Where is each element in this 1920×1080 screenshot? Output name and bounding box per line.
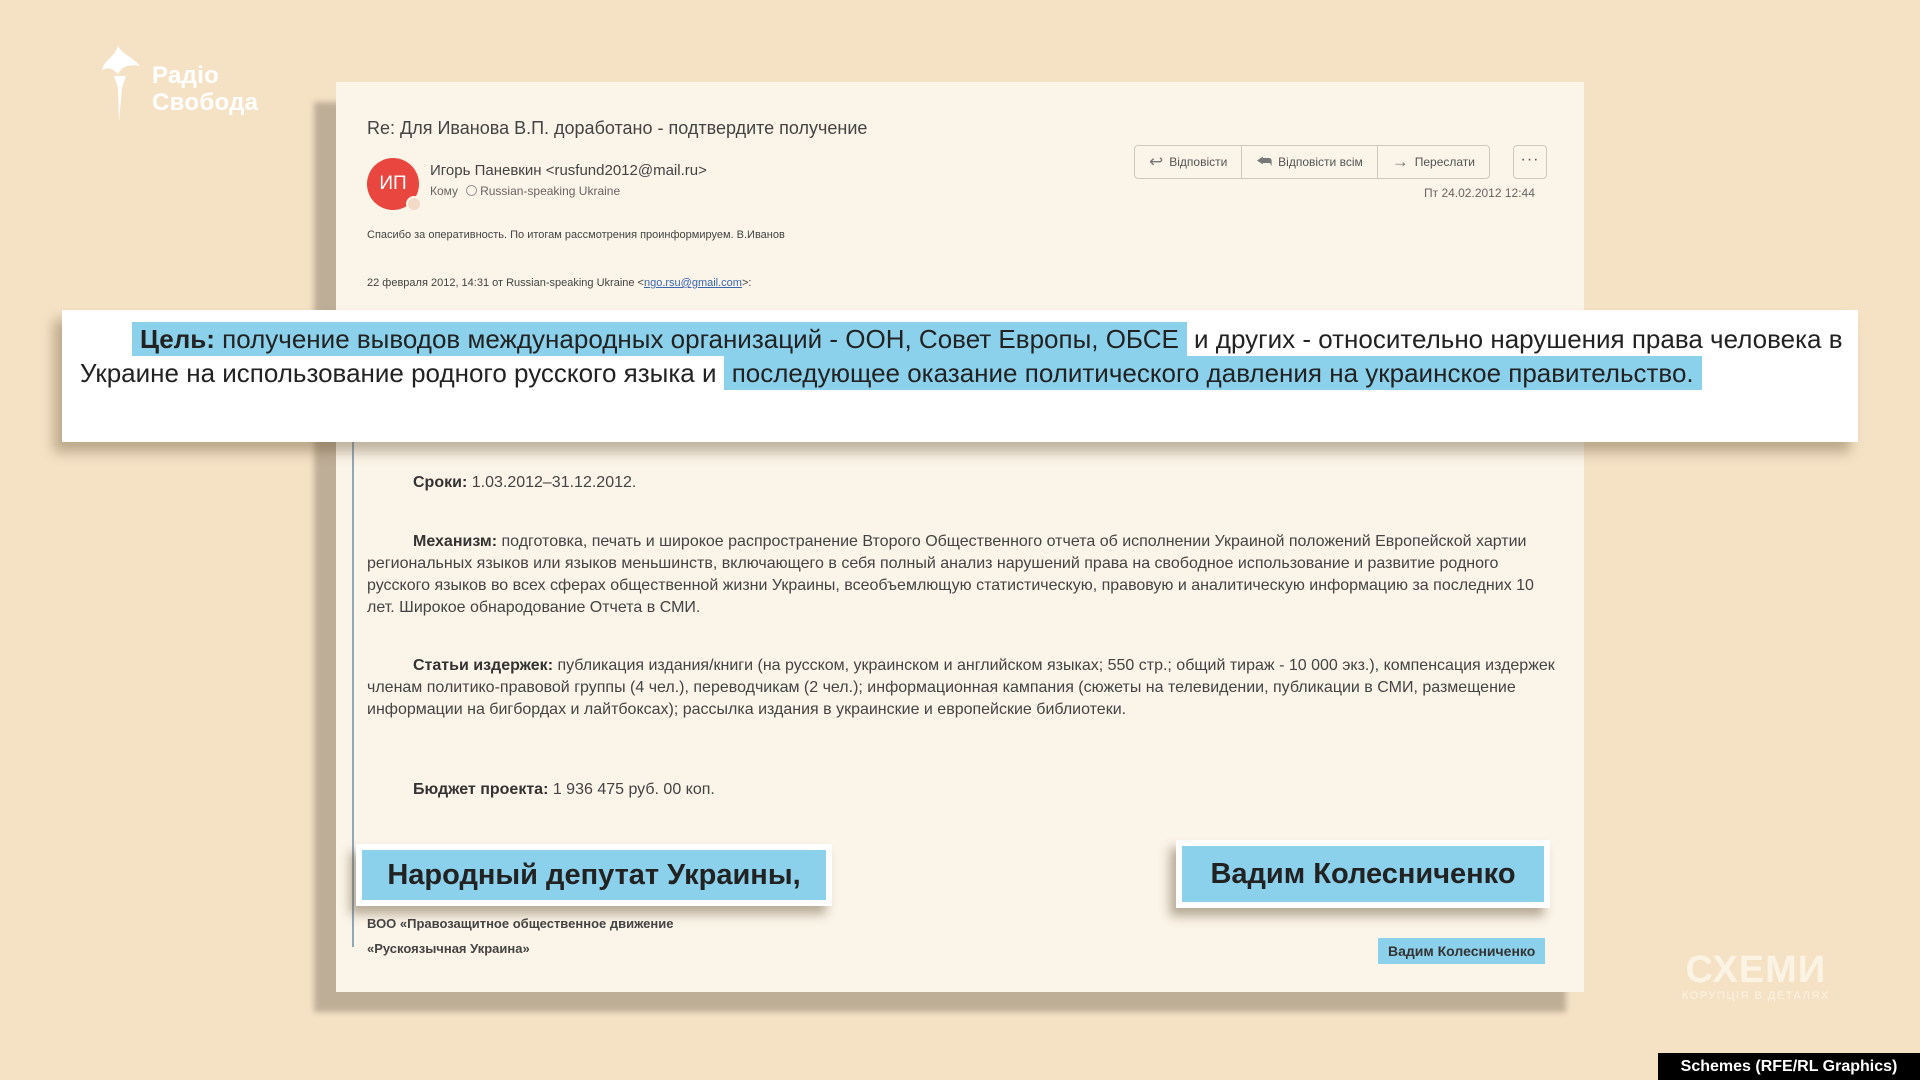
costs-paragraph [367,655,1557,721]
signature-name-small: Вадим Колесниченко [1378,938,1545,964]
budget-paragraph [367,779,1557,801]
budget-label: Бюджет проекта: [413,781,549,798]
presence-status-icon [406,196,422,212]
to-label: Кому [430,184,459,198]
goal-highlight-1-text: получение выводов международных организаций - ООН, Совет Европы, ОБСЕ [214,324,1179,354]
forward-arrow-icon: → [1391,152,1409,171]
radio-svoboda-logo [96,40,276,130]
email-subject: Re: Для Иванова В.П. доработано - подтвердите получение [367,118,868,138]
costs-value: публикация издания/книги (на русском, украинском и английском языках; 550 стр.; общий тираж - 10 000 экз.), компенсация издержек членам политико-правовой группы (4 чел.), переводчикам (2 чел.); информационная кампания (сюжеты на телевидении, публикации в СМИ, размещение информации на бигбордах и лайтбоксах); рассылка издания в украинские и европейские библиотеки. [367,657,1555,718]
sender-avatar[interactable]: ИП [367,158,419,210]
quote-email-link[interactable]: ngo.rsu@gmail.com [643,277,742,289]
reply-arrow-icon: ↩ [1149,152,1164,171]
quote-header [367,277,751,289]
email-date: Пт 24.02.2012 12:44 [1424,186,1535,200]
logo-line-2: Свобода [152,89,259,116]
recipient-name[interactable]: Russian-speaking Ukraine [480,184,621,198]
more-actions-button[interactable]: ··· [1513,145,1547,179]
torch-icon [96,44,148,124]
forward-button[interactable] [1378,146,1489,178]
goal-callout [62,310,1858,442]
goal-label: Цель: [140,324,215,354]
mechanism-value: подготовка, печать и широкое распространение Второго Общественного отчета об исполнении Украиной положений Европейской хартии региональных языков или языков меньшинств, включающего в себя полный анализ нарушений права на свободное использование и развитие родного русского языков во всех сферах общественной жизни Украины, всеобъемлющую статистическую, правовую и аналитическую информацию за последних 10 лет. Широкое обнародование Отчета в СМИ. [367,533,1534,616]
logo-text [152,62,258,116]
mechanism-label: Механизм: [413,533,498,550]
quote-bar [352,442,354,947]
message-actions-toolbar [1134,145,1490,179]
image-credit: Schemes (RFE/RL Graphics) [1658,1053,1920,1080]
terms-value: 1.03.2012–31.12.2012. [467,474,637,491]
reply-label: Відповісти [1169,155,1228,169]
name-callout-text: Вадим Колесниченко [1182,846,1544,902]
organization-name [367,911,673,961]
goal-middle-text: и других - относительно нарушения права человека в Украине на использование родного русского языка и [80,324,1843,388]
reply-button[interactable] [1135,146,1242,178]
costs-label: Статьи издержек: [413,657,554,674]
mechanism-paragraph [367,531,1557,619]
forward-label: Переслати [1414,155,1475,169]
logo-line-1: Радіо [152,62,220,89]
quote-header-prefix: 22 февраля 2012, 14:31 от Russian-speaking Ukraine < [367,277,644,289]
reply-all-label: Відповісти всім [1278,155,1363,169]
terms-paragraph [367,472,1557,494]
recipient-status-icon [466,185,477,196]
sender-address[interactable]: Игорь Паневкин <rusfund2012@mail.ru> [430,162,707,179]
org-line-2: «Рускоязычная Украина» [367,941,530,956]
reply-all-arrow-icon: ⮪ [1256,152,1273,171]
watermark-title: СХЕМИ [1685,949,1827,991]
reply-all-button[interactable] [1242,146,1377,178]
goal-callout-text [80,322,1852,390]
quote-header-suffix: >: [741,277,752,289]
budget-value: 1 936 475 руб. 00 коп. [548,781,715,798]
email-body-reply: Спасибо за оперативность. По итогам рассмотрения проинформируем. В.Иванов [367,229,785,241]
name-callout [1176,840,1550,908]
goal-highlight-1 [132,322,1187,356]
shemy-watermark [1682,950,1830,1002]
goal-highlight-2: последующее оказание политического давления на украинское правительство. [724,356,1702,390]
deputy-callout [356,844,832,906]
org-line-1: ВОО «Правозащитное общественное движение [367,916,674,931]
deputy-callout-text: Народный депутат Украины, [362,850,826,900]
terms-label: Сроки: [413,474,468,491]
recipient-row [430,184,620,198]
watermark-tagline: КОРУПЦІЯ В ДЕТАЛЯХ [1682,990,1830,1002]
